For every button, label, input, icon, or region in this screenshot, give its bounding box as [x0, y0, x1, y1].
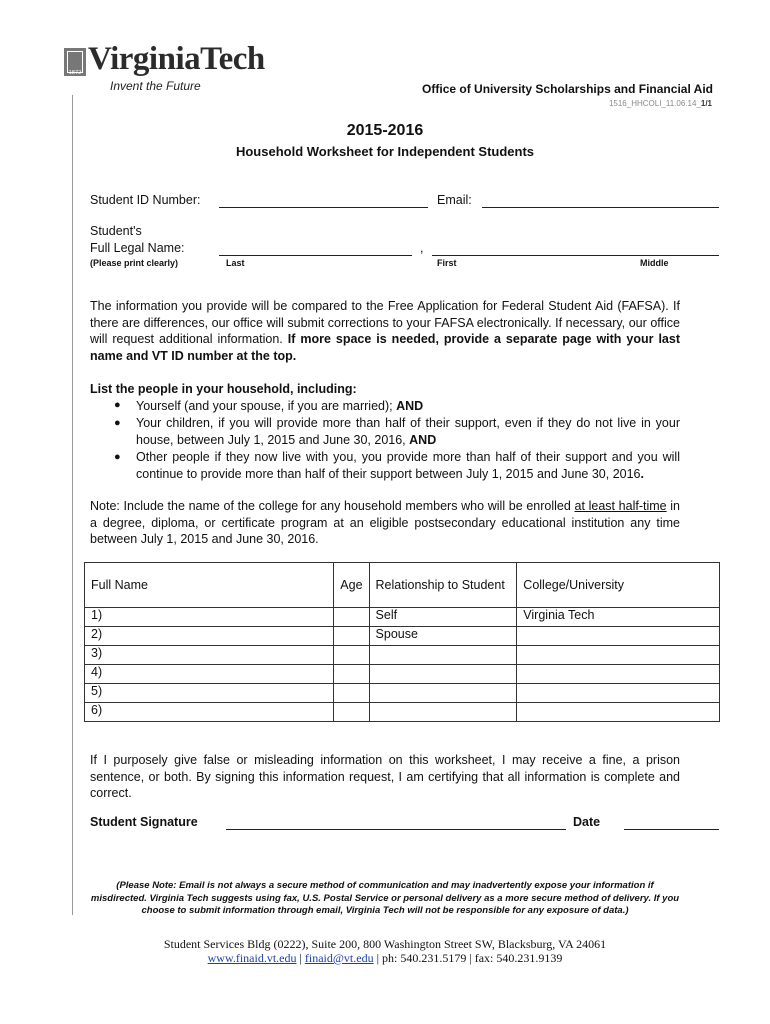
cell-age[interactable]	[334, 646, 369, 665]
email-field[interactable]	[482, 207, 719, 208]
bullet-icon: ●	[114, 399, 121, 411]
student-id-label: Student ID Number:	[90, 193, 201, 207]
cell-age[interactable]	[334, 684, 369, 703]
date-label: Date	[573, 815, 601, 829]
college-note: Note: Include the name of the college for any household members who will be enrolled at least half-time in a degree, diploma, or certificate program at an eligible postsecondary educational institution any time between July 1, 2015 and June 30, 2016.	[90, 499, 681, 546]
table-row	[85, 665, 720, 684]
table-header-row	[85, 563, 720, 608]
header-full-name: Full Name	[85, 563, 334, 608]
logo-tagline: Invent the Future	[110, 79, 201, 93]
header-age: Age	[334, 563, 369, 608]
table-row	[85, 646, 720, 665]
page-subtitle: Household Worksheet for Independent Students	[235, 144, 535, 159]
list-item: Your children, if you will provide more than half of their support, even if they do not live in your house, between July 1, 2015 and June 30, 2016, AND	[136, 416, 680, 447]
footer-contact: www.finaid.vt.edu | finaid@vt.edu | ph: 540.231.5179 | fax: 540.231.9139	[207, 951, 563, 965]
last-label: Last	[226, 258, 245, 268]
cell-relationship[interactable]	[369, 646, 517, 665]
cell-full-name[interactable]: 3)	[85, 646, 334, 665]
cell-college[interactable]	[517, 646, 720, 665]
student-id-field[interactable]	[219, 207, 428, 208]
page-title: 2015-2016	[346, 122, 424, 139]
email-security-note: (Please Note: Email is not always a secure method of communication and may inadvertently expose your information if misdirected. Virginia Tech suggests using fax, U.S. Postal Service or personal delivery as a more secure method of delivery. If you choose to submit information through email, Virginia Tech will not be responsible for any exposure of data.)	[90, 880, 680, 916]
name-label-line2: Full Legal Name:	[90, 241, 185, 255]
list-item: Other people if they now live with you, you provide more than half of their support and you will continue to provide more than half of their support between July 1, 2015 and June 30, 2016.	[136, 450, 680, 481]
cell-age[interactable]	[334, 608, 369, 627]
cell-college[interactable]	[517, 684, 720, 703]
cell-relationship[interactable]: Self	[369, 608, 517, 627]
cell-college[interactable]	[517, 627, 720, 646]
signature-field[interactable]	[226, 829, 566, 830]
email-link[interactable]: finaid@vt.edu	[304, 951, 374, 965]
logo-wordmark: VirginiaTech	[88, 41, 265, 77]
bullet-icon: ●	[114, 417, 121, 429]
cell-full-name[interactable]: 6)	[85, 703, 334, 722]
cell-college[interactable]	[517, 665, 720, 684]
margin-rule	[72, 95, 73, 915]
header-college: College/University	[517, 563, 720, 608]
first-label: First	[437, 258, 457, 268]
email-label: Email:	[437, 193, 472, 207]
cell-age[interactable]	[334, 665, 369, 684]
list-item: Yourself (and your spouse, if you are married); AND	[136, 399, 424, 413]
office-name: Office of University Scholarships and Financial Aid	[422, 82, 713, 96]
name-comma: ,	[420, 241, 424, 255]
cell-relationship[interactable]	[369, 703, 517, 722]
form-code: 1516_HHCOLI_11.06.14_1/1	[608, 99, 712, 108]
name-label-line1: Student's	[90, 224, 142, 238]
header-relationship: Relationship to Student	[369, 563, 517, 608]
bullet-icon: ●	[114, 451, 121, 463]
footer-address: Student Services Bldg (0222), Suite 200, 800 Washington Street SW, Blacksburg, VA 24061	[163, 937, 607, 951]
cell-age[interactable]	[334, 703, 369, 722]
vt-shield-icon: 1872	[64, 48, 86, 76]
last-name-field[interactable]	[219, 255, 412, 256]
cell-relationship[interactable]	[369, 684, 517, 703]
first-middle-name-field[interactable]	[432, 255, 719, 256]
cell-full-name[interactable]: 4)	[85, 665, 334, 684]
household-table	[84, 562, 720, 722]
cell-relationship[interactable]: Spouse	[369, 627, 517, 646]
cell-full-name[interactable]: 2)	[85, 627, 334, 646]
signature-label: Student Signature	[90, 815, 198, 829]
cell-full-name[interactable]: 1)	[85, 608, 334, 627]
table-row	[85, 703, 720, 722]
cell-relationship[interactable]	[369, 665, 517, 684]
middle-label: Middle	[640, 258, 669, 268]
list-heading: List the people in your household, including:	[90, 382, 357, 396]
certification-paragraph: If I purposely give false or misleading information on this worksheet, I may receive a fine, a prison sentence, or both. By signing this information request, I am certifying that all information is complete and correct.	[90, 753, 680, 800]
cell-full-name[interactable]: 5)	[85, 684, 334, 703]
table-row	[85, 608, 720, 627]
website-link[interactable]: www.finaid.vt.edu	[207, 951, 297, 965]
date-field[interactable]	[624, 829, 719, 830]
table-row	[85, 627, 720, 646]
intro-paragraph: The information you provide will be compared to the Free Application for Federal Student Aid (FAFSA). If there are differences, our office will submit corrections to your FAFSA electronically. If necessary, our office will request additional information. If more space is needed, provide a separate page with your last name and VT ID number at the top.	[90, 299, 680, 363]
cell-college[interactable]	[517, 703, 720, 722]
cell-college[interactable]: Virginia Tech	[517, 608, 720, 627]
table-row	[85, 684, 720, 703]
cell-age[interactable]	[334, 627, 369, 646]
print-clearly-note: (Please print clearly)	[90, 258, 179, 268]
